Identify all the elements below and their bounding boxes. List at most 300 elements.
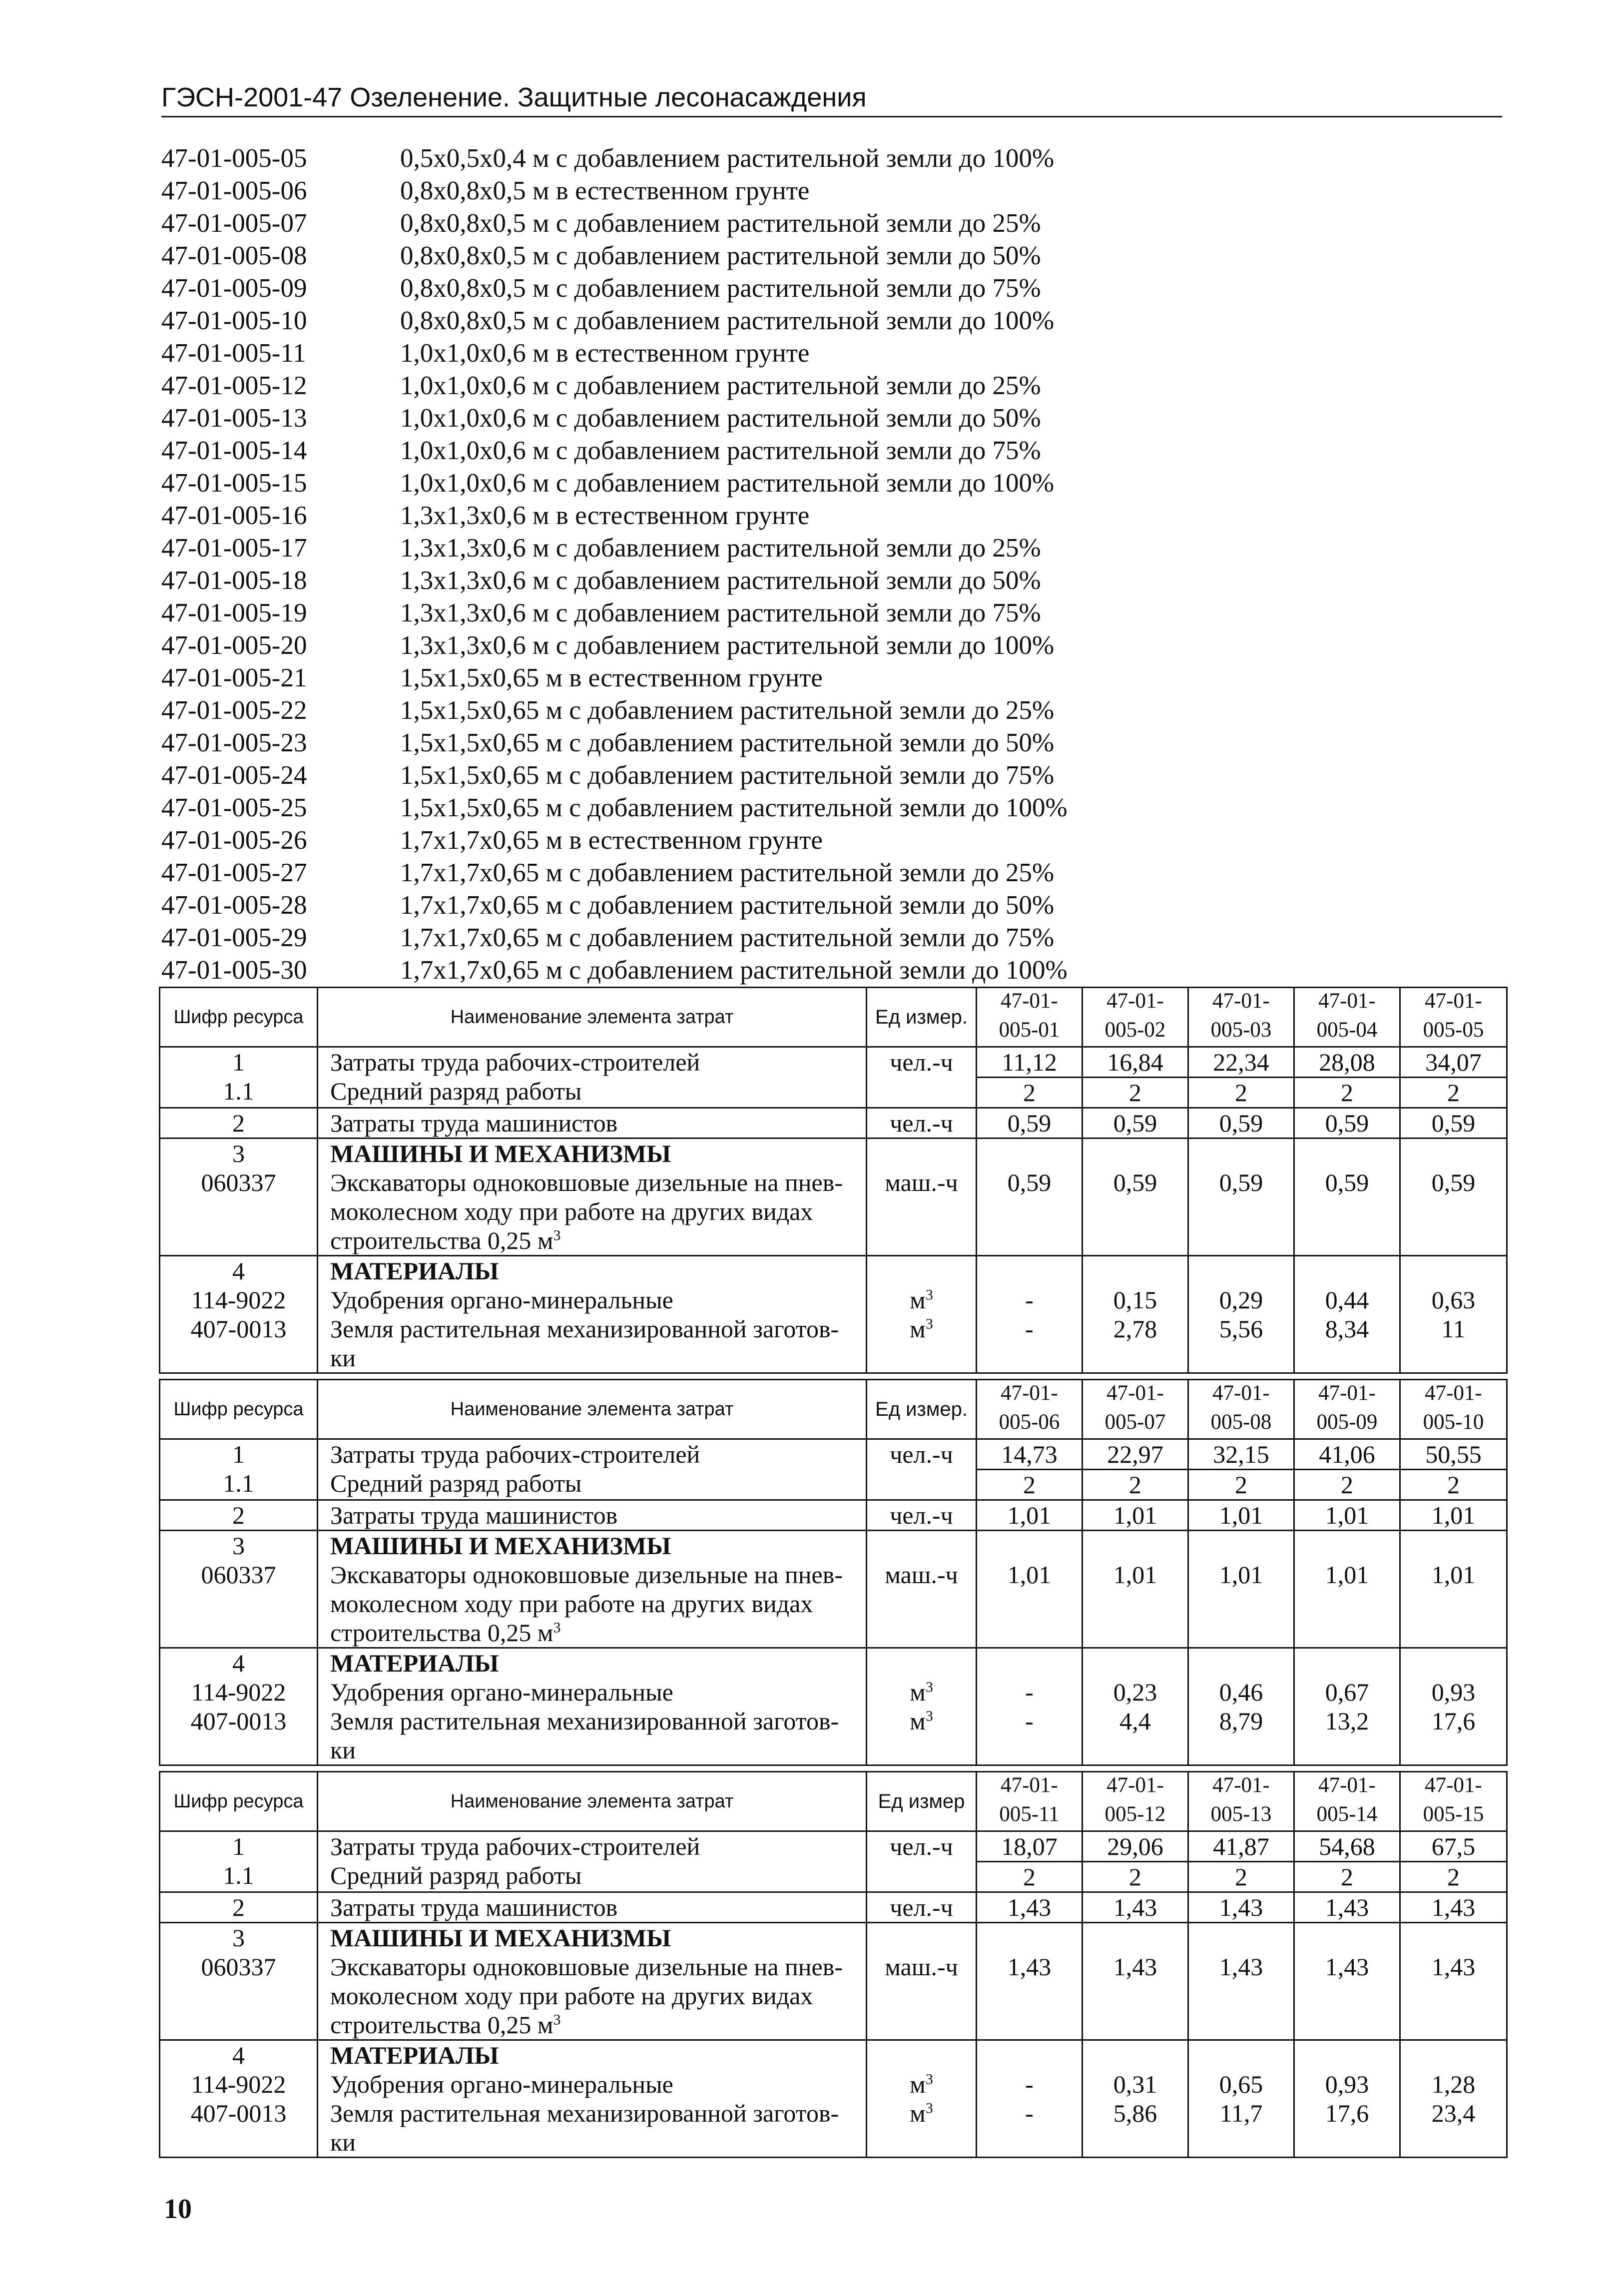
section-title: МАШИНЫ И МЕХАНИЗМЫ [330, 1140, 671, 1167]
blank-line [1295, 1531, 1399, 1560]
cell-line [867, 1285, 976, 1314]
code-list-item [161, 629, 1510, 662]
norm-code-part: 005-02 [1104, 1018, 1166, 1042]
blank-line [1083, 1256, 1187, 1285]
value-cell [1083, 1439, 1188, 1500]
norm-description: 1,5x1,5x0,65 м в естественном грунте [400, 663, 823, 692]
norm-code-part: 47-01- [1425, 1773, 1482, 1797]
norm-description: 1,3x1,3x0,6 м с добавлением растительной земли до 50% [400, 566, 1041, 595]
cell-line: 1.1 [223, 1077, 254, 1105]
blank-line [1083, 1531, 1187, 1560]
norm-description: 0,8x0,8x0,5 м с добавлением растительной земли до 50% [400, 241, 1041, 270]
value: 0,59 [1113, 1168, 1157, 1196]
column-header-norm [977, 1380, 1083, 1439]
unit-cell [867, 1256, 977, 1373]
resource-code-cell [160, 1256, 318, 1373]
cell-line: 3 [232, 1532, 245, 1560]
resource-name-cell [318, 1139, 867, 1256]
norm-code-part: 005-13 [1210, 1802, 1272, 1826]
table-row [160, 1923, 1507, 2040]
blank-line [977, 1649, 1082, 1678]
resource-code-cell [160, 1500, 318, 1531]
value-cell [1188, 1139, 1294, 1256]
cell-line: чел.-ч [890, 1893, 953, 1921]
value: 2 [1129, 1863, 1141, 1891]
value: 0,15 [1113, 1286, 1157, 1314]
norm-code-part: 47-01- [1318, 989, 1376, 1013]
resource-name-cell [318, 1047, 867, 1108]
code-list-item [161, 792, 1510, 824]
value: 2 [1447, 1079, 1460, 1107]
code-list-item [161, 467, 1510, 500]
norm-table [159, 1771, 1508, 2158]
value-cell [1188, 1923, 1294, 2040]
value: 1,43 [1219, 1953, 1263, 1981]
value: 1,43 [1219, 1893, 1263, 1921]
value-cell [1294, 1831, 1400, 1892]
norm-description: 1,0x1,0x0,6 м с добавлением растительной земли до 25% [400, 371, 1041, 400]
norm-code: 47-01-005-25 [161, 793, 307, 822]
norm-code-part: 47-01- [1425, 989, 1482, 1013]
unit-cell [867, 1047, 977, 1108]
value: 2 [1129, 1079, 1141, 1107]
cell-line: 1 [232, 1440, 245, 1468]
value: 1,01 [1325, 1561, 1369, 1589]
norm-code-part: 47-01- [1318, 1381, 1376, 1405]
cell-line: чел.-ч [890, 1440, 953, 1468]
value-cell [1083, 1256, 1188, 1373]
norm-description: 1,0x1,0x0,6 м в естественном грунте [400, 339, 810, 368]
norm-code-part: 47-01- [1106, 1773, 1164, 1797]
cell-line: 4 [232, 1649, 245, 1677]
value-cell [1400, 1439, 1507, 1500]
code-list-item [161, 207, 1510, 240]
norm-code-part: 005-06 [999, 1410, 1060, 1434]
code-list-item [161, 759, 1510, 792]
cell-line: Средний разряд работы [330, 1077, 582, 1105]
cell-line [330, 2010, 866, 2039]
norm-code-part: 005-01 [999, 1018, 1060, 1042]
cell-line: моколесном ходу при работе на других видах [330, 1197, 813, 1225]
unit-cell [867, 1923, 977, 2040]
value-cell [1083, 1108, 1188, 1139]
table-row [160, 1648, 1507, 1765]
blank-line [1189, 1531, 1293, 1560]
column-header-norm [1294, 988, 1400, 1047]
norm-code: 47-01-005-30 [161, 956, 307, 985]
code-list-item [161, 402, 1510, 435]
column-header-norm [1083, 1380, 1188, 1439]
cell-line: 060337 [201, 1168, 276, 1196]
value: 41,06 [1295, 1440, 1399, 1470]
blank-line [1083, 1139, 1187, 1168]
norm-code-part: 47-01- [1212, 989, 1270, 1013]
code-list-item [161, 532, 1510, 565]
unit-cell [867, 1439, 977, 1500]
column-header-norm [1400, 1380, 1507, 1439]
value: 1,01 [1113, 1501, 1157, 1529]
norm-description: 1,5x1,5x0,65 м с добавлением растительной земли до 50% [400, 728, 1055, 757]
value: 2,78 [1113, 1315, 1157, 1343]
value-cell [977, 1139, 1083, 1256]
norm-code-part: 47-01- [1001, 1381, 1058, 1405]
cell-line: 407-0013 [190, 1707, 287, 1735]
unit-cell [867, 1500, 977, 1531]
value-cell [1188, 1047, 1294, 1108]
blank-line [1189, 1649, 1293, 1678]
cell-line: ки [330, 1736, 356, 1764]
resource-name-cell [318, 1892, 867, 1923]
value: 0,59 [1325, 1168, 1369, 1196]
cell-line: Земля растительная механизированной заготов- [330, 1315, 839, 1343]
value: 32,15 [1189, 1440, 1293, 1470]
cell-line: моколесном ходу при работе на других видах [330, 1982, 813, 2010]
value: 2 [1341, 1079, 1353, 1107]
value-cell [1188, 2040, 1294, 2158]
resource-name-cell [318, 1500, 867, 1531]
value: 4,4 [1119, 1707, 1151, 1735]
value: 1,43 [1113, 1953, 1157, 1981]
value: 0,93 [1431, 1678, 1476, 1706]
value: 8,79 [1219, 1707, 1263, 1735]
value-cell [977, 1047, 1083, 1108]
norm-code-part: 005-12 [1104, 1802, 1166, 1826]
value: 0,23 [1113, 1678, 1157, 1706]
value: 2 [1129, 1471, 1141, 1499]
table-row [160, 1531, 1507, 1648]
column-header-code: Шифр ресурса [160, 988, 318, 1047]
page-header: ГЭСН-2001-47 Озеленение. Защитные лесонасаждения [161, 80, 1502, 117]
value: 2 [1023, 1863, 1036, 1891]
table-row [160, 1108, 1507, 1139]
cell-line: Затраты труда машинистов [330, 1893, 618, 1921]
superscript: 3 [925, 1679, 933, 1696]
blank-line [1401, 2041, 1506, 2070]
value: 1,01 [1219, 1561, 1263, 1589]
resource-name-cell [318, 1439, 867, 1500]
value: 22,34 [1189, 1048, 1293, 1078]
cell-line: Затраты труда рабочих-строителей [330, 1048, 700, 1076]
code-list-item [161, 272, 1510, 305]
value-cell [1294, 1139, 1400, 1256]
norm-description: 1,3x1,3x0,6 м с добавлением растительной земли до 75% [400, 598, 1041, 627]
column-header-norm [1400, 1772, 1507, 1831]
table-header-row [160, 1380, 1507, 1439]
blank-line [867, 2041, 976, 2070]
page-number: 10 [164, 2194, 192, 2225]
value-cell [1400, 1500, 1507, 1531]
blank-line [1295, 1923, 1399, 1952]
value: 1,43 [1007, 1953, 1052, 1981]
value: 54,68 [1295, 1832, 1399, 1862]
blank-line [977, 1256, 1082, 1285]
blank-line [977, 1923, 1082, 1952]
value: 1,43 [1431, 1893, 1476, 1921]
column-header-unit: Ед измер. [867, 988, 977, 1047]
cell-line: 060337 [201, 1953, 276, 1981]
norm-code: 47-01-005-16 [161, 501, 307, 530]
norm-description: 1,0x1,0x0,6 м с добавлением растительной земли до 75% [400, 436, 1041, 465]
cell-line [867, 1678, 976, 1707]
code-list-item [161, 954, 1510, 987]
table-row [160, 1439, 1507, 1500]
blank-line [1295, 2041, 1399, 2070]
resource-code-cell [160, 1923, 318, 2040]
norm-code-part: 005-08 [1210, 1410, 1272, 1434]
norm-code: 47-01-005-21 [161, 663, 307, 692]
value: 1,43 [1431, 1953, 1476, 1981]
norm-code-part: 005-10 [1423, 1410, 1484, 1434]
blank-line [1295, 1649, 1399, 1678]
value: 2 [1023, 1079, 1036, 1107]
value: 1,01 [1219, 1501, 1263, 1529]
norm-code-part: 005-03 [1210, 1018, 1272, 1042]
value: 1,01 [1431, 1501, 1476, 1529]
cell-line: маш.-ч [885, 1168, 958, 1196]
column-header-norm [1083, 988, 1188, 1047]
blank-line [1189, 1256, 1293, 1285]
value-cell [1083, 2040, 1188, 2158]
value: 0,59 [1325, 1109, 1369, 1137]
cell-text: м [910, 1315, 926, 1343]
value-cell [1188, 1831, 1294, 1892]
code-list-item [161, 727, 1510, 759]
norm-code: 47-01-005-11 [161, 339, 306, 368]
norm-code: 47-01-005-07 [161, 209, 307, 238]
resource-code-cell [160, 1047, 318, 1108]
cell-line: Удобрения органо-минеральные [330, 2070, 673, 2098]
column-header-norm [977, 1772, 1083, 1831]
code-list-item [161, 597, 1510, 629]
unit-cell [867, 1139, 977, 1256]
code-list [161, 142, 1510, 987]
code-list-item [161, 694, 1510, 727]
norm-code-part: 47-01- [1212, 1773, 1270, 1797]
value: 0,59 [1113, 1109, 1157, 1137]
value-cell [1400, 2040, 1507, 2158]
norm-description: 1,3x1,3x0,6 м в естественном грунте [400, 501, 810, 530]
value: 2 [1023, 1471, 1036, 1499]
norm-code: 47-01-005-24 [161, 761, 307, 790]
value-cell [1294, 1047, 1400, 1108]
blank-line [1401, 1139, 1506, 1168]
norm-description: 1,5x1,5x0,65 м с добавлением растительной земли до 100% [400, 793, 1068, 822]
table-header-row [160, 1772, 1507, 1831]
value: 11 [1441, 1315, 1466, 1343]
table-row [160, 2040, 1507, 2158]
value: 11,12 [977, 1048, 1082, 1078]
cell-line: Средний разряд работы [330, 1469, 582, 1497]
value: 2 [1341, 1863, 1353, 1891]
value-cell [1083, 1923, 1188, 2040]
resource-name-cell [318, 2040, 867, 2158]
value: 5,56 [1219, 1315, 1263, 1343]
cell-line: Земля растительная механизированной заготов- [330, 1707, 839, 1735]
value: 1,01 [1007, 1501, 1052, 1529]
value: 1,01 [1431, 1561, 1476, 1589]
superscript: 3 [925, 2100, 933, 2117]
value: 0,44 [1325, 1286, 1369, 1314]
value-cell [1083, 1139, 1188, 1256]
blank-line [1083, 2041, 1187, 2070]
value-cell [1294, 1108, 1400, 1139]
value-cell [977, 1108, 1083, 1139]
blank-line [867, 1649, 976, 1678]
value-cell [1294, 2040, 1400, 2158]
value: 1,43 [1007, 1893, 1052, 1921]
code-list-item [161, 142, 1510, 175]
table-row [160, 1139, 1507, 1256]
norm-code: 47-01-005-14 [161, 436, 307, 465]
value: 1,43 [1325, 1953, 1369, 1981]
superscript: 3 [925, 1708, 933, 1724]
unit-cell [867, 2040, 977, 2158]
norm-code: 47-01-005-15 [161, 469, 307, 498]
value-cell [1188, 1648, 1294, 1765]
superscript: 3 [925, 1286, 933, 1303]
blank-line [977, 1139, 1082, 1168]
value-cell [1294, 1500, 1400, 1531]
column-header-norm [1188, 1380, 1294, 1439]
value: 0,59 [1431, 1109, 1476, 1137]
value: - [1025, 1286, 1034, 1314]
norm-description: 1,3x1,3x0,6 м с добавлением растительной земли до 25% [400, 534, 1041, 563]
norm-code: 47-01-005-08 [161, 241, 307, 270]
norm-description: 0,5x0,5x0,4 м с добавлением растительной земли до 100% [400, 144, 1055, 173]
superscript: 3 [925, 2071, 933, 2088]
blank-line [867, 1256, 976, 1285]
cell-line: 1.1 [223, 1469, 254, 1497]
value-cell [977, 2040, 1083, 2158]
norm-code-part: 47-01- [1001, 1773, 1058, 1797]
norm-description: 1,7x1,7x0,65 м в естественном грунте [400, 826, 823, 855]
column-header-norm [1294, 1380, 1400, 1439]
value: 13,2 [1325, 1707, 1369, 1735]
value: 2 [1447, 1471, 1460, 1499]
code-list-item [161, 240, 1510, 272]
value: 1,43 [1325, 1893, 1369, 1921]
value: 0,59 [1219, 1109, 1263, 1137]
column-header-norm [1188, 988, 1294, 1047]
value: 0,46 [1219, 1678, 1263, 1706]
norm-description: 1,7x1,7x0,65 м с добавлением растительной земли до 75% [400, 923, 1055, 952]
norm-code-part: 47-01- [1425, 1381, 1482, 1405]
blank-line [1189, 1139, 1293, 1168]
resource-code-cell [160, 1892, 318, 1923]
norm-description: 1,7x1,7x0,65 м с добавлением растительной земли до 100% [400, 956, 1068, 985]
cell-text: м [910, 2070, 926, 2098]
section-title: МАШИНЫ И МЕХАНИЗМЫ [330, 1924, 671, 1952]
column-header-unit: Ед измер [867, 1772, 977, 1831]
cell-line: 114-9022 [191, 1678, 286, 1706]
cell-text: строительства 0,25 м [330, 1226, 553, 1254]
value: 2 [1235, 1471, 1247, 1499]
blank-line [1401, 1531, 1506, 1560]
value: 22,97 [1083, 1440, 1187, 1470]
cell-line: 1.1 [223, 1861, 254, 1889]
cell-line [867, 2099, 976, 2128]
resource-name-cell [318, 1648, 867, 1765]
column-header-name: Наименование элемента затрат [318, 1772, 867, 1831]
value: 1,01 [1325, 1501, 1369, 1529]
value: 34,07 [1401, 1048, 1506, 1078]
code-list-item [161, 305, 1510, 337]
resource-name-cell [318, 1256, 867, 1373]
value: 18,07 [977, 1832, 1082, 1862]
value: 0,59 [1219, 1168, 1263, 1196]
value: 1,28 [1431, 2070, 1476, 2098]
cell-line: 407-0013 [190, 1315, 287, 1343]
blank-line [867, 1531, 976, 1560]
value-cell [977, 1531, 1083, 1648]
cell-line: 3 [232, 1924, 245, 1952]
cell-line: ки [330, 2128, 356, 2156]
cell-text: м [910, 1286, 926, 1314]
cell-line: 4 [232, 2041, 245, 2069]
value-cell [1083, 1648, 1188, 1765]
resource-name-cell [318, 1531, 867, 1648]
norm-code-part: 005-07 [1104, 1410, 1166, 1434]
value-cell [1188, 1892, 1294, 1923]
value: 1,01 [1113, 1561, 1157, 1589]
value: 0,31 [1113, 2070, 1157, 2098]
norm-code: 47-01-005-28 [161, 891, 307, 920]
column-header-norm [1188, 1772, 1294, 1831]
table-row [160, 1500, 1507, 1531]
value-cell [1188, 1439, 1294, 1500]
cell-line: 1 [232, 1832, 245, 1860]
code-list-item [161, 824, 1510, 857]
value: - [1025, 1678, 1034, 1706]
unit-cell [867, 1648, 977, 1765]
section-title: МАШИНЫ И МЕХАНИЗМЫ [330, 1532, 671, 1560]
norm-code-part: 005-15 [1423, 1802, 1484, 1826]
norm-code-part: 005-05 [1423, 1018, 1484, 1042]
value: 0,29 [1219, 1286, 1263, 1314]
norm-code-part: 47-01- [1106, 1381, 1164, 1405]
blank-line [867, 1139, 976, 1168]
section-title: МАТЕРИАЛЫ [330, 1649, 499, 1677]
value: 0,59 [1007, 1109, 1052, 1137]
norm-code: 47-01-005-29 [161, 923, 307, 952]
blank-line [1295, 1256, 1399, 1285]
value: 0,67 [1325, 1678, 1369, 1706]
cell-line: Экскаваторы одноковшовые дизельные на пнев- [330, 1168, 843, 1196]
code-list-item [161, 565, 1510, 597]
value: 2 [1235, 1863, 1247, 1891]
value-cell [977, 1892, 1083, 1923]
blank-line [867, 1077, 976, 1106]
column-header-code: Шифр ресурса [160, 1380, 318, 1439]
value: 8,34 [1325, 1315, 1369, 1343]
unit-cell [867, 1892, 977, 1923]
table-header-row [160, 988, 1507, 1047]
cell-text: строительства 0,25 м [330, 2011, 553, 2039]
cell-text: строительства 0,25 м [330, 1619, 553, 1647]
code-list-item [161, 857, 1510, 889]
value: 50,55 [1401, 1440, 1506, 1470]
norm-description: 1,7x1,7x0,65 м с добавлением растительной земли до 25% [400, 858, 1055, 887]
cell-line [330, 1618, 866, 1647]
cell-line: 2 [232, 1109, 245, 1137]
code-list-item [161, 889, 1510, 922]
norm-code: 47-01-005-10 [161, 306, 307, 335]
value-cell [1083, 1531, 1188, 1648]
norm-description: 1,0x1,0x0,6 м с добавлением растительной земли до 50% [400, 404, 1041, 433]
cell-text: м [910, 2099, 926, 2127]
blank-line [1295, 1139, 1399, 1168]
cell-line: чел.-ч [890, 1109, 953, 1137]
